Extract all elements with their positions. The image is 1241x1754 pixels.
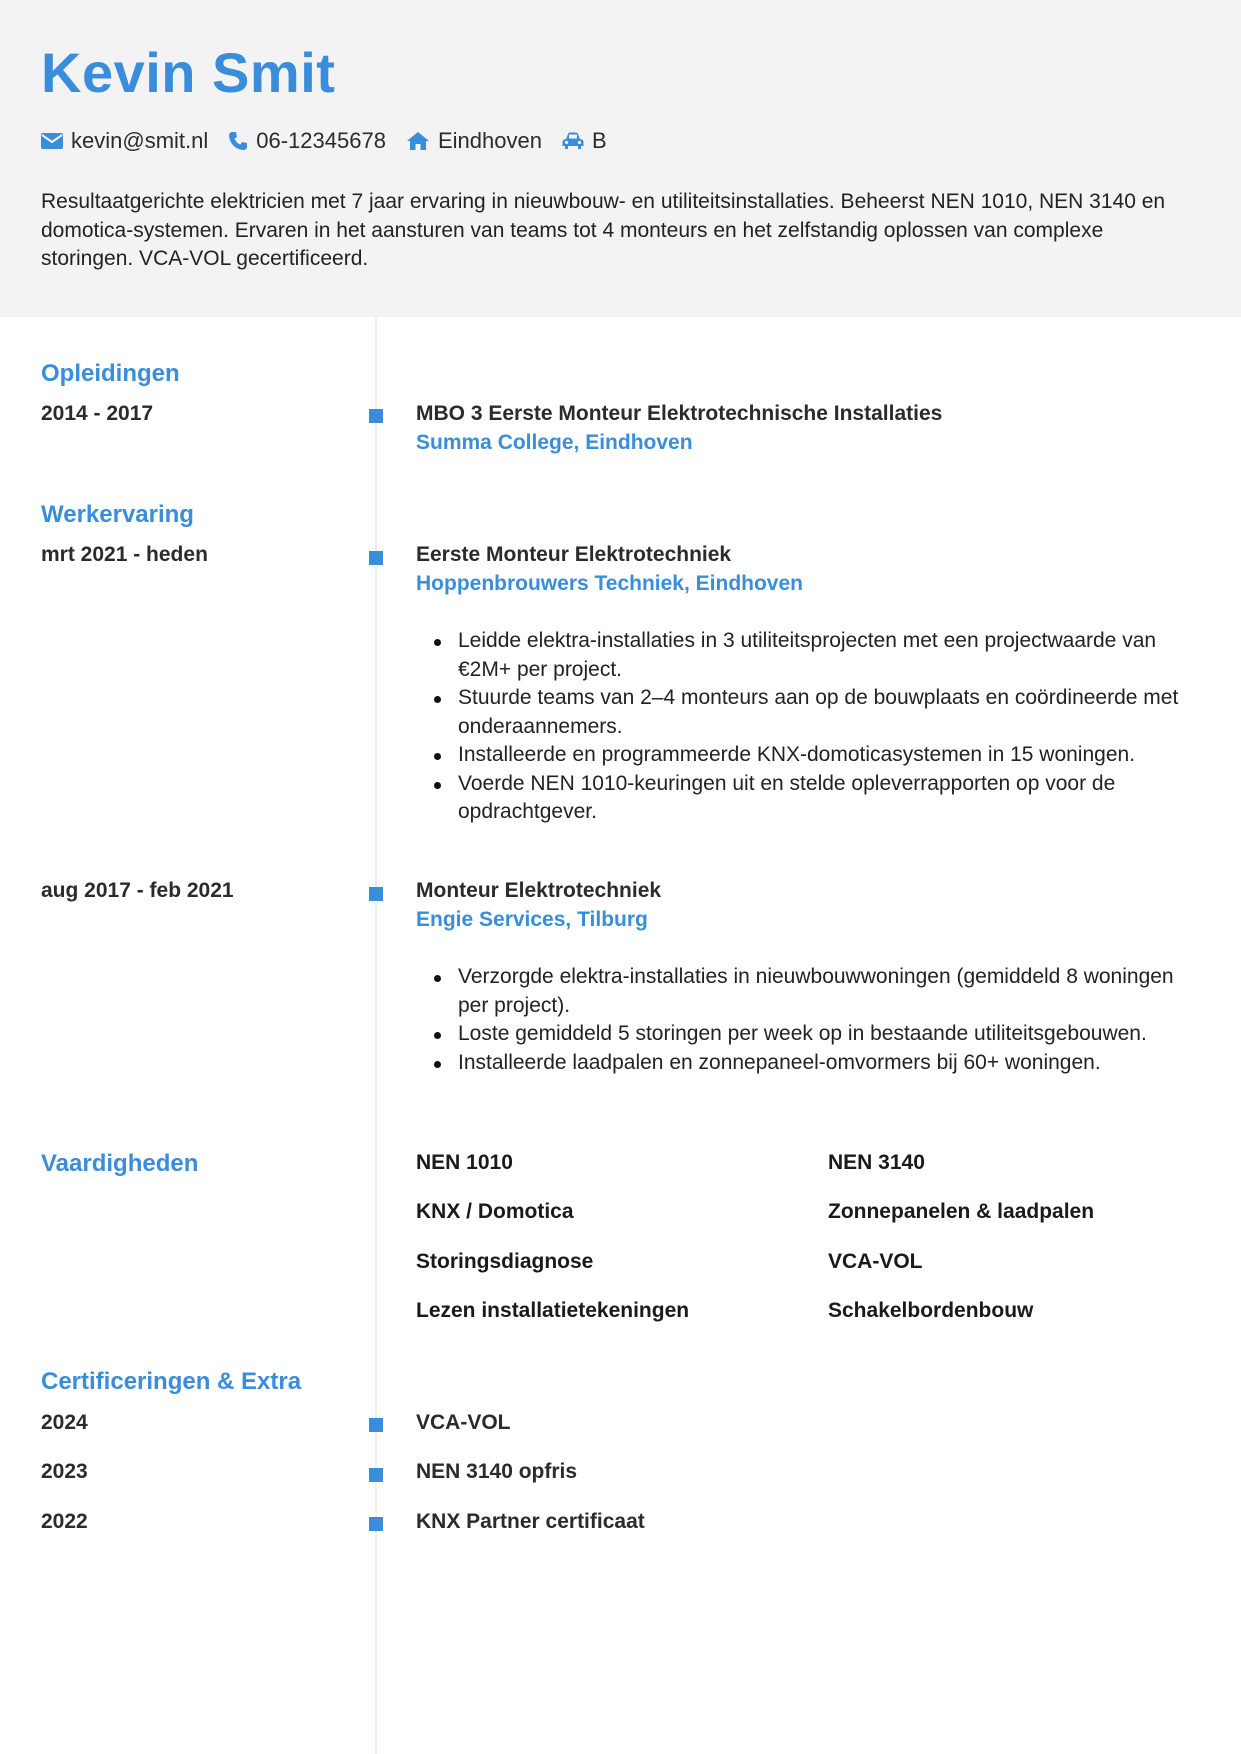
- contact-license: [562, 128, 607, 154]
- section-title-education: Opleidingen: [41, 360, 180, 387]
- skill-item: NEN 1010: [416, 1151, 513, 1174]
- cert-title: NEN 3140 opfris: [416, 1460, 578, 1483]
- job-date: aug 2017 - feb 2021: [41, 879, 234, 902]
- cert-date: 2024: [41, 1411, 88, 1434]
- skill-item: NEN 3140: [828, 1151, 925, 1174]
- timeline-marker: [369, 887, 383, 901]
- candidate-name: Kevin Smit: [41, 41, 336, 104]
- home-icon: [406, 131, 430, 151]
- education-date: 2014 - 2017: [41, 402, 154, 425]
- timeline-marker: [369, 1418, 383, 1432]
- license-text: B: [591, 128, 607, 153]
- cert-title: KNX Partner certificaat: [416, 1510, 645, 1533]
- list-item: Voerde NEN 1010-keuringen uit en stelde opleverrapporten op voor de opdrachtgever.: [416, 770, 1206, 827]
- skill-item: VCA-VOL: [828, 1250, 923, 1273]
- section-title-skills: Vaardigheden: [41, 1150, 199, 1177]
- phone-icon: [228, 131, 248, 151]
- list-item: Installeerde en programmeerde KNX-domoticasystemen in 15 woningen.: [416, 741, 1206, 770]
- contact-city: [406, 128, 542, 154]
- list-item: Loste gemiddeld 5 storingen per week op in bestaande utiliteitsgebouwen.: [416, 1020, 1206, 1049]
- timeline-marker: [369, 409, 383, 423]
- timeline-marker: [369, 551, 383, 565]
- section-title-experience: Werkervaring: [41, 501, 194, 528]
- job-bullets: [416, 627, 1206, 827]
- skill-item: Lezen installatietekeningen: [416, 1299, 690, 1322]
- list-item: Leidde elektra-installaties in 3 utiliteitsprojecten met een projectwaarde van €2M+ per project.: [416, 627, 1206, 684]
- list-item: Installeerde laadpalen en zonnepaneel-omvormers bij 60+ woningen.: [416, 1049, 1206, 1078]
- list-item: Verzorgde elektra-installaties in nieuwbouwwoningen (gemiddeld 8 woningen per project).: [416, 963, 1206, 1020]
- envelope-icon: [41, 133, 63, 149]
- contact-phone[interactable]: [228, 128, 386, 154]
- section-title-certifications: Certificeringen & Extra: [41, 1368, 302, 1395]
- job-title: Monteur Elektrotechniek: [416, 879, 662, 902]
- cert-title: VCA-VOL: [416, 1411, 511, 1434]
- contact-email[interactable]: [41, 128, 208, 154]
- timeline-divider: [375, 317, 377, 1754]
- contact-row: [41, 128, 627, 154]
- profile-summary: Resultaatgerichte elektricien met 7 jaar ervaring in nieuwbouw- en utiliteitsinstallaties. Beheerst NEN 1010, NEN 3140 en domotica-systemen. Ervaren in het aansturen van teams tot 4 monteurs en het zelfstandig oplossen van complexe storingen. VCA-VOL gecertificeerd.: [41, 190, 1166, 270]
- education-degree: MBO 3 Eerste Monteur Elektrotechnische Installaties: [416, 402, 943, 425]
- phone-text: 06-12345678: [256, 128, 386, 153]
- skill-item: KNX / Domotica: [416, 1200, 574, 1223]
- city-text: Eindhoven: [437, 128, 542, 153]
- car-icon: [562, 132, 584, 150]
- job-date: mrt 2021 - heden: [41, 543, 208, 566]
- header: [0, 0, 1241, 317]
- job-employer: Engie Services, Tilburg: [416, 908, 648, 931]
- job-title: Eerste Monteur Elektrotechniek: [416, 543, 732, 566]
- skill-item: Schakelbordenbouw: [828, 1299, 1034, 1322]
- education-school: Summa College, Eindhoven: [416, 431, 693, 454]
- skill-item: Storingsdiagnose: [416, 1250, 594, 1273]
- email-text: kevin@smit.nl: [71, 128, 209, 153]
- timeline-marker: [369, 1517, 383, 1531]
- skill-item: Zonnepanelen & laadpalen: [828, 1200, 1095, 1223]
- cert-date: 2022: [41, 1510, 88, 1533]
- cert-date: 2023: [41, 1460, 88, 1483]
- list-item: Stuurde teams van 2–4 monteurs aan op de bouwplaats en coördineerde met onderaannemers.: [416, 684, 1206, 741]
- job-employer: Hoppenbrouwers Techniek, Eindhoven: [416, 572, 803, 595]
- job-bullets: [416, 963, 1206, 1077]
- timeline-marker: [369, 1468, 383, 1482]
